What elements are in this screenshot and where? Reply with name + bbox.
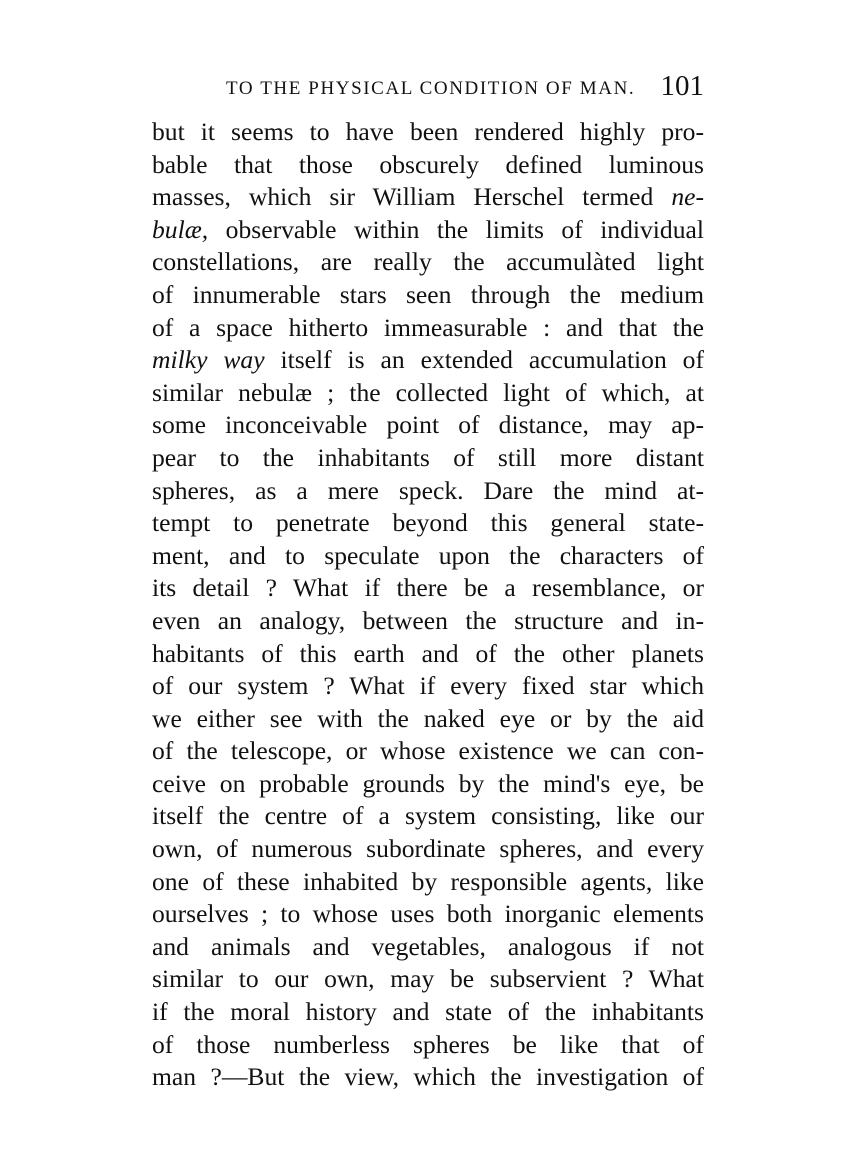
text-line: ourselves ; to whose uses both inorganic elements bbox=[152, 899, 704, 929]
text-line: of innumerable stars seen through the medium bbox=[152, 279, 704, 309]
running-head bbox=[150, 68, 710, 108]
text-line: even an analogy, between the structure and in- bbox=[152, 605, 704, 635]
text-line: bable that those obscurely defined luminous bbox=[152, 149, 704, 179]
text-line: tempt to penetrate beyond this general state- bbox=[152, 508, 704, 538]
text-line: milky way itself is an extended accumulation of bbox=[152, 345, 704, 375]
text-line: of our system ? What if every fixed star which bbox=[152, 671, 704, 701]
text-line: one of these inhabited by responsible agents, like bbox=[152, 866, 704, 896]
text-line: similar to our own, may be subservient ? What bbox=[152, 964, 704, 994]
text-line: pear to the inhabitants of still more distant bbox=[152, 442, 704, 472]
italic-term: bulæ, bbox=[152, 214, 209, 244]
text-line: ment, and to speculate upon the characters of bbox=[152, 540, 704, 570]
text-line: habitants of this earth and of the other planets bbox=[152, 638, 704, 668]
text-line: man ?—But the view, which the investigation of bbox=[152, 1062, 704, 1092]
text-line: if the moral history and state of the inhabitants bbox=[152, 997, 704, 1027]
body-text bbox=[152, 116, 704, 1094]
italic-term: milky way bbox=[152, 345, 265, 375]
text-line: its detail ? What if there be a resemblance, or bbox=[152, 573, 704, 603]
text-line: own, of numerous subordinate spheres, and every bbox=[152, 834, 704, 864]
italic-term: ne- bbox=[671, 182, 704, 212]
text-line: and animals and vegetables, analogous if not bbox=[152, 931, 704, 961]
page-number: 101 bbox=[660, 70, 704, 102]
running-title: TO THE PHYSICAL CONDITION OF MAN. bbox=[226, 78, 636, 99]
text-line: masses, which sir William Herschel termed ne- bbox=[152, 182, 704, 212]
text-line: itself the centre of a system consisting, like our bbox=[152, 801, 704, 831]
text-line: some inconceivable point of distance, may ap- bbox=[152, 410, 704, 440]
text-line: but it seems to have been rendered highly pro- bbox=[152, 117, 704, 146]
text-line: of the telescope, or whose existence we can con- bbox=[152, 736, 704, 766]
text-line: bulæ, observable within the limits of individual bbox=[152, 214, 704, 244]
text-line: of a space hitherto immeasurable : and that the bbox=[152, 312, 704, 342]
text-line: ceive on probable grounds by the mind's eye, be bbox=[152, 768, 704, 798]
text-line: constellations, are really the accumulàted light bbox=[152, 247, 704, 277]
text-line: we either see with the naked eye or by the aid bbox=[152, 703, 704, 733]
text-line: of those numberless spheres be like that of bbox=[152, 1029, 704, 1059]
text-line: spheres, as a mere speck. Dare the mind at- bbox=[152, 475, 704, 505]
text-line: similar nebulæ ; the collected light of which, at bbox=[152, 377, 704, 407]
